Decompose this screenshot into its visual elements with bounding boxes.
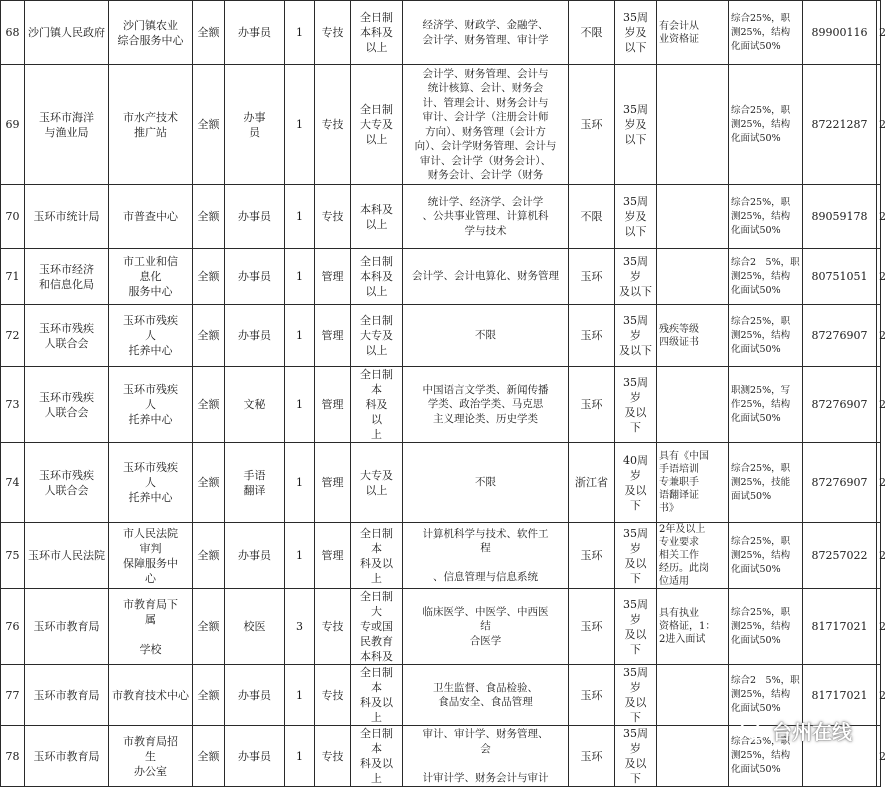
exam-cell: 职测25%，写 作25%，结构 化面试50% — [729, 367, 803, 443]
table-row — [1, 523, 881, 589]
major-cell: 经济学、财政学、金融学、 会计学、财务管理、审计学 — [403, 1, 569, 65]
unit-cell: 市教育局下 属 学校 — [109, 589, 193, 665]
condition-cell — [657, 185, 729, 249]
last-cell: 2 — [877, 589, 881, 665]
phone-cell: 87221287 — [803, 65, 877, 185]
major-cell: 不限 — [403, 305, 569, 367]
unit-cell: 市水产技术 推广站 — [109, 65, 193, 185]
last-cell: 2 — [877, 1, 881, 65]
table-row — [1, 249, 881, 305]
major-cell: 卫生监督、食品检验、 食品安全、食品管理 — [403, 665, 569, 726]
type-cell: 专技 — [315, 589, 351, 665]
funding-cell: 全额 — [193, 249, 225, 305]
education-cell: 全日制 本 科及 以 上 — [351, 367, 403, 443]
education-cell: 全日制 本 科及以 上 — [351, 726, 403, 787]
position-cell: 办事员 — [225, 249, 285, 305]
last-cell: 2 — [877, 726, 881, 787]
education-cell: 本科及 以上 — [351, 185, 403, 249]
age-cell: 35周 岁 及以 下 — [615, 665, 657, 726]
last-cell: 2 — [877, 523, 881, 589]
age-cell: 40周 岁 及以 下 — [615, 443, 657, 523]
dept-cell: 玉环市残疾 人联合会 — [25, 305, 109, 367]
funding-cell: 全额 — [193, 305, 225, 367]
count-cell: 1 — [285, 443, 315, 523]
origin-cell: 玉环 — [569, 523, 615, 589]
age-cell: 35周 岁 及以 下 — [615, 726, 657, 787]
origin-cell: 玉环 — [569, 65, 615, 185]
type-cell: 管理 — [315, 305, 351, 367]
age-cell: 35周 岁 及以 下 — [615, 367, 657, 443]
exam-cell: 综合25%，职 测25%，结构 化面试50% — [729, 1, 803, 65]
funding-cell: 全额 — [193, 367, 225, 443]
phone-cell: 87257022 — [803, 523, 877, 589]
funding-cell: 全额 — [193, 185, 225, 249]
condition-cell — [657, 726, 729, 787]
watermark-text: 台州在线 — [772, 720, 852, 744]
exam-cell: 综合25%，职 测25%，技能 面试50% — [729, 443, 803, 523]
origin-cell: 玉环 — [569, 305, 615, 367]
origin-cell: 玉环 — [569, 249, 615, 305]
education-cell: 全日制 本 科及以 上 — [351, 665, 403, 726]
major-cell: 计算机科学与技术、软件工 程 、信息管理与信息系统 — [403, 523, 569, 589]
last-cell: 2 — [877, 665, 881, 726]
education-cell: 全日制 本科及 以上 — [351, 1, 403, 65]
education-cell: 全日制 本 科及以 上 — [351, 523, 403, 589]
position-cell: 手语 翻译 — [225, 443, 285, 523]
table-row — [1, 367, 881, 443]
seq-cell: 72 — [1, 305, 25, 367]
age-cell: 35周 岁 及以下 — [615, 305, 657, 367]
phone-cell: 81717021 — [803, 589, 877, 665]
unit-cell: 市人民法院 审判 保障服务中 心 — [109, 523, 193, 589]
exam-cell: 综合25%，职 测25%，结构 化面试50% — [729, 726, 803, 787]
dept-cell: 玉环市人民法院 — [25, 523, 109, 589]
exam-cell: 综合25%，职 测25%，结构 化面试50% — [729, 305, 803, 367]
origin-cell: 玉环 — [569, 665, 615, 726]
origin-cell: 玉环 — [569, 367, 615, 443]
exam-cell: 综合2 5%，职 测25%，结构 化面试50% — [729, 249, 803, 305]
major-cell: 不限 — [403, 443, 569, 523]
dept-cell: 玉环市教育局 — [25, 665, 109, 726]
type-cell: 专技 — [315, 726, 351, 787]
position-cell: 办事员 — [225, 1, 285, 65]
position-cell: 文秘 — [225, 367, 285, 443]
type-cell: 专技 — [315, 65, 351, 185]
seq-cell: 71 — [1, 249, 25, 305]
origin-cell: 浙江省 — [569, 443, 615, 523]
phone-cell: 87276907 — [803, 443, 877, 523]
count-cell: 3 — [285, 589, 315, 665]
funding-cell: 全额 — [193, 65, 225, 185]
condition-cell: 残疾等级 四级证书 — [657, 305, 729, 367]
exam-cell: 综合25%，职 测25%，结构 化面试50% — [729, 185, 803, 249]
exam-cell: 综合25%，职 测25%，结构 化面试50% — [729, 523, 803, 589]
major-cell: 审计、审计学、财务管理、 会 计审计学、财务会计与审计 — [403, 726, 569, 787]
wechat-icon — [740, 720, 766, 742]
unit-cell: 市教育局招 生 办公室 — [109, 726, 193, 787]
seq-cell: 68 — [1, 1, 25, 65]
origin-cell: 玉环 — [569, 726, 615, 787]
dept-cell: 沙门镇人民政府 — [25, 1, 109, 65]
table-row — [1, 1, 881, 65]
table-row — [1, 305, 881, 367]
type-cell: 管理 — [315, 443, 351, 523]
condition-cell — [657, 249, 729, 305]
age-cell: 35周 岁 及以下 — [615, 249, 657, 305]
last-cell: 2 — [877, 305, 881, 367]
seq-cell: 77 — [1, 665, 25, 726]
condition-cell — [657, 65, 729, 185]
education-cell: 全日制 大专及 以上 — [351, 305, 403, 367]
unit-cell: 市普查中心 — [109, 185, 193, 249]
table-row — [1, 443, 881, 523]
age-cell: 35周 岁及 以下 — [615, 1, 657, 65]
type-cell: 管理 — [315, 367, 351, 443]
last-cell: 2 — [877, 443, 881, 523]
funding-cell: 全额 — [193, 589, 225, 665]
dept-cell: 玉环市经济 和信息化局 — [25, 249, 109, 305]
age-cell: 35周 岁 及以 下 — [615, 523, 657, 589]
unit-cell: 市工业和信 息化 服务中心 — [109, 249, 193, 305]
dept-cell: 玉环市教育局 — [25, 726, 109, 787]
watermark — [740, 716, 852, 745]
position-cell: 办事员 — [225, 305, 285, 367]
type-cell: 管理 — [315, 523, 351, 589]
position-cell: 办事员 — [225, 523, 285, 589]
count-cell: 1 — [285, 665, 315, 726]
education-cell: 全日制 本科及 以上 — [351, 249, 403, 305]
count-cell: 1 — [285, 367, 315, 443]
phone-cell: 81717021 — [803, 665, 877, 726]
phone-cell: 89059178 — [803, 185, 877, 249]
phone-cell: 87276907 — [803, 367, 877, 443]
type-cell: 专技 — [315, 665, 351, 726]
major-cell: 会计学、会计电算化、财务管理 — [403, 249, 569, 305]
funding-cell: 全额 — [193, 665, 225, 726]
count-cell: 1 — [285, 185, 315, 249]
major-cell: 统计学、经济学、会计学 、公共事业管理、计算机科 学与技术 — [403, 185, 569, 249]
type-cell: 专技 — [315, 1, 351, 65]
phone-cell: 80751051 — [803, 249, 877, 305]
count-cell: 1 — [285, 1, 315, 65]
unit-cell: 玉环市残疾 人 托养中心 — [109, 367, 193, 443]
condition-cell: 有会计从 业资格证 — [657, 1, 729, 65]
dept-cell: 玉环市教育局 — [25, 589, 109, 665]
origin-cell: 不限 — [569, 185, 615, 249]
table-row — [1, 589, 881, 665]
condition-cell: 具有执业 资格证，1： 2进入面试 — [657, 589, 729, 665]
education-cell: 全日制 大专及 以上 — [351, 65, 403, 185]
seq-cell: 73 — [1, 367, 25, 443]
table-row — [1, 185, 881, 249]
funding-cell: 全额 — [193, 443, 225, 523]
seq-cell: 76 — [1, 589, 25, 665]
exam-cell: 综合2 5%，职 测25%，结构 化面试50% — [729, 665, 803, 726]
type-cell: 专技 — [315, 185, 351, 249]
seq-cell: 78 — [1, 726, 25, 787]
origin-cell: 玉环 — [569, 589, 615, 665]
unit-cell: 玉环市残疾 人 托养中心 — [109, 443, 193, 523]
position-cell: 办事员 — [225, 726, 285, 787]
type-cell: 管理 — [315, 249, 351, 305]
position-cell: 校医 — [225, 589, 285, 665]
count-cell: 1 — [285, 249, 315, 305]
funding-cell: 全额 — [193, 523, 225, 589]
unit-cell: 市教育技术中心 — [109, 665, 193, 726]
funding-cell: 全额 — [193, 726, 225, 787]
seq-cell: 74 — [1, 443, 25, 523]
last-cell: 2 — [877, 65, 881, 185]
exam-cell: 综合25%，职 测25%，结构 化面试50% — [729, 589, 803, 665]
position-cell: 办事员 — [225, 665, 285, 726]
major-cell: 临床医学、中医学、中西医 结 合医学 — [403, 589, 569, 665]
position-cell: 办事员 — [225, 185, 285, 249]
condition-cell — [657, 665, 729, 726]
dept-cell: 玉环市残疾 人联合会 — [25, 443, 109, 523]
seq-cell: 69 — [1, 65, 25, 185]
dept-cell: 玉环市海洋 与渔业局 — [25, 65, 109, 185]
last-cell: 2 — [877, 185, 881, 249]
major-cell: 中国语言文学类、新闻传播 学类、政治学类、马克思 主义理论类、历史学类 — [403, 367, 569, 443]
count-cell: 1 — [285, 523, 315, 589]
dept-cell: 玉环市统计局 — [25, 185, 109, 249]
education-cell: 大专及 以上 — [351, 443, 403, 523]
age-cell: 35周 岁及 以下 — [615, 185, 657, 249]
seq-cell: 75 — [1, 523, 25, 589]
phone-cell: 87276907 — [803, 305, 877, 367]
count-cell: 1 — [285, 305, 315, 367]
condition-cell: 2年及以上 专业要求 相关工作 经历。此岗 位适用 — [657, 523, 729, 589]
count-cell: 1 — [285, 65, 315, 185]
major-cell: 会计学、财务管理、会计与 统计核算、会计、财务会 计、管理会计、财务会计与 审计、会计学（注册会计师 方向）、财务管理（会计方 向）、会计学财务管理、会计与 审计、会计学（财务会计）、 财务会计、会计学（财务 — [403, 65, 569, 185]
unit-cell: 沙门镇农业 综合服务中心 — [109, 1, 193, 65]
last-cell: 2 — [877, 249, 881, 305]
exam-cell: 综合25%，职 测25%，结构 化面试50% — [729, 65, 803, 185]
dept-cell: 玉环市残疾 人联合会 — [25, 367, 109, 443]
phone-cell: 89900116 — [803, 1, 877, 65]
count-cell: 1 — [285, 726, 315, 787]
funding-cell: 全额 — [193, 1, 225, 65]
seq-cell: 70 — [1, 185, 25, 249]
last-cell: 2 — [877, 367, 881, 443]
education-cell: 全日制 大 专或国 民教育 本科及 — [351, 589, 403, 665]
condition-cell — [657, 367, 729, 443]
unit-cell: 玉环市残疾 人 托养中心 — [109, 305, 193, 367]
table-row — [1, 65, 881, 185]
age-cell: 35周 岁及 以下 — [615, 65, 657, 185]
age-cell: 35周 岁 及以 下 — [615, 589, 657, 665]
origin-cell: 不限 — [569, 1, 615, 65]
position-cell: 办事 员 — [225, 65, 285, 185]
condition-cell: 具有《中国 手语培训 专兼职手 语翻译证 书》 — [657, 443, 729, 523]
